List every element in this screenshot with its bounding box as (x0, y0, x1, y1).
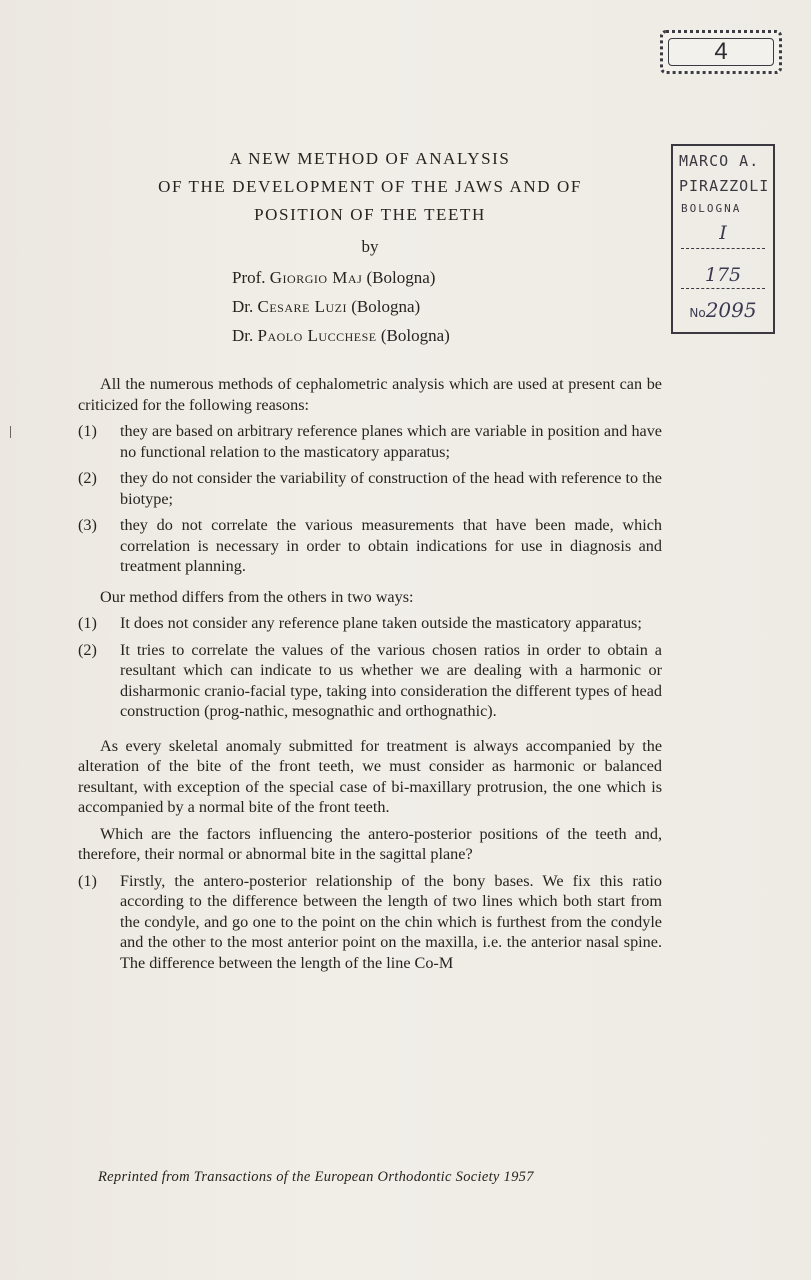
author-title: Prof. (232, 268, 266, 287)
stamp-city: BOLOGNA (681, 202, 742, 215)
item-number: (1) (78, 422, 97, 440)
factors-paragraph: Which are the factors influencing the antero-posterior positions of the teeth and, therefore, their normal or abnormal bite in the sagittal plane? (78, 824, 662, 863)
author-place: (Bologna) (351, 297, 421, 316)
title-line-3: POSITION OF THE TEETH (254, 205, 486, 224)
library-stamp (671, 144, 775, 334)
tag-number: 4 (668, 38, 774, 66)
item-text: they do not consider the variability of construction of the head with reference to the biotype; (120, 469, 662, 508)
item-number: (3) (78, 516, 97, 534)
title-line-1: A NEW METHOD OF ANALYSIS (229, 149, 511, 168)
author-1 (232, 267, 435, 289)
item-number: (1) (78, 614, 97, 632)
author-title: Dr. (232, 326, 254, 345)
body-text (78, 374, 662, 973)
item-number: (2) (78, 469, 97, 487)
criticism-item (78, 468, 662, 509)
skeletal-paragraph: As every skeletal anomaly submitted for treatment is always accompanied by the alteration of the bite of the front teeth, we must consider as harmonic or balanced resultant, with exception of the special case of bi-maxillary protrusion, the one which is accompanied by a normal bite of the front teeth. (78, 736, 662, 816)
author-name: Giorgio Maj (269, 268, 363, 287)
intro-paragraph: All the numerous methods of cephalometric analysis which are used at present can be criticized for the following reasons: (78, 375, 662, 414)
item-text: It tries to correlate the values of the various chosen ratios in order to obtain a resultant which can indicate to us whether we are dealing with a harmonic or disharmonic cranio-facial type, taking into consideration the different types of head construction (prog-nathic, mesognathic and orthognathic). (120, 640, 662, 720)
factor-item (78, 871, 662, 974)
author-name: Paolo Lucchese (257, 326, 377, 345)
author-name: Cesare Luzi (257, 297, 347, 316)
method-intro: Our method differs from the others in two ways: (100, 587, 414, 606)
criticism-item (78, 515, 662, 577)
title-line-2: OF THE DEVELOPMENT OF THE JAWS AND OF (158, 177, 582, 196)
stamp-number (677, 298, 769, 322)
stamp-owner-line1: MARCO A. (679, 152, 760, 170)
item-number: (1) (78, 871, 97, 890)
stamp-volume: I (719, 222, 727, 244)
author-place: (Bologna) (366, 268, 436, 287)
stamp-page: 175 (704, 264, 742, 286)
stamp-owner-line2: PIRAZZOLI (679, 177, 770, 195)
stamp-no-value: 2095 (705, 298, 757, 322)
criticism-item (78, 421, 662, 462)
margin-mark (10, 426, 11, 438)
item-text: they do not correlate the various measurements that have been made, which correlation is necessary in order to obtain indications for use in diagnosis and treatment planning. (120, 516, 662, 575)
page-number-tag (660, 30, 782, 74)
item-text: Firstly, the antero-posterior relationship of the bony bases. We fix this ratio according to the difference between the length of two lines which both start from the condyle, and go one to the point on the chin which is furthest from the condyle and the other to the most anterior point on the maxilla, i.e. the anterior nasal spine. The difference between the length of the line Co-M (120, 871, 662, 972)
by-line: by (361, 237, 379, 256)
stamp-no-label: No (689, 306, 706, 320)
item-number: (2) (78, 640, 97, 659)
author-place: (Bologna) (380, 326, 450, 345)
method-item (78, 640, 662, 722)
reprint-footer: Reprinted from Transactions of the European Orthodontic Society 1957 (98, 1169, 534, 1185)
author-2 (232, 296, 420, 318)
method-item (78, 613, 662, 634)
author-3 (232, 325, 450, 347)
item-text: they are based on arbitrary reference planes which are variable in position and have no functional relation to the masticatory apparatus; (120, 422, 662, 461)
item-text: It does not consider any reference plane taken outside the masticatory apparatus; (120, 614, 642, 632)
author-title: Dr. (232, 297, 254, 316)
